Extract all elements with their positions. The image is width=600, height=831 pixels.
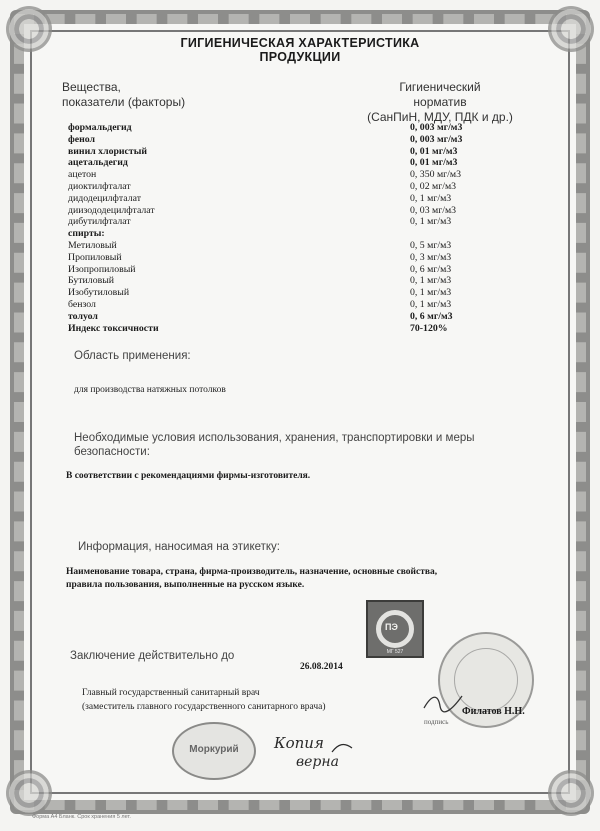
substance-name: толуол bbox=[68, 310, 98, 322]
form-footer: Форма А4 Бланк. Срок хранения 5 лет. bbox=[32, 814, 131, 820]
substance-norm: 0, 01 мг/м3 bbox=[410, 145, 458, 157]
substance-name: диизододецилфталат bbox=[68, 204, 155, 216]
certification-logo-caption: МГ 527 bbox=[386, 649, 404, 655]
application-label: Область применения: bbox=[74, 350, 191, 362]
handwritten-copy-note bbox=[268, 730, 358, 780]
label-info-text-2: правила пользования, выполненные на русском языке. bbox=[66, 580, 305, 590]
conditions-label-cont: безопасности: bbox=[74, 446, 150, 458]
substance-name: Бутиловый bbox=[68, 275, 115, 287]
substance-norm: 0, 1 мг/м3 bbox=[410, 298, 452, 310]
handwritten-note-line-1: Копия bbox=[274, 734, 324, 752]
header-right-line-1: Гигиенический bbox=[399, 80, 481, 94]
certification-logo bbox=[366, 600, 424, 658]
signer-name: Филатов Н.Н. bbox=[462, 706, 525, 717]
certification-logo-mark: ПЭ bbox=[385, 622, 398, 632]
table-row bbox=[68, 264, 488, 276]
substance-name: Пропиловый bbox=[68, 251, 122, 263]
substance-name: дидодецилфталат bbox=[68, 192, 141, 204]
substance-name: ацетальдегид bbox=[68, 157, 128, 169]
table-row bbox=[68, 205, 488, 217]
validity-label: Заключение действительно до bbox=[70, 650, 235, 662]
corner-ornament-bottom-left bbox=[6, 770, 52, 816]
toxicity-index-label: Индекс токсичности bbox=[68, 322, 159, 334]
substance-norm: 0, 02 мг/м3 bbox=[410, 180, 457, 192]
substance-norm: 0, 5 мг/м3 bbox=[410, 239, 452, 251]
substance-norm: 0, 1 мг/м3 bbox=[410, 192, 452, 204]
conditions-text: В соответствии с рекомендациями фирмы-изготовителя. bbox=[66, 471, 311, 481]
application-text: для производства натяжных потолков bbox=[74, 385, 226, 395]
table-row bbox=[68, 134, 488, 146]
substance-norm: 0, 1 мг/м3 bbox=[410, 287, 452, 299]
company-stamp bbox=[172, 722, 256, 780]
substance-norm: 0, 03 мг/м3 bbox=[410, 204, 457, 216]
signer-role-1: Главный государственный санитарный врач bbox=[82, 688, 260, 698]
substance-name: бензол bbox=[68, 298, 96, 310]
handwritten-flourish bbox=[332, 745, 352, 752]
substance-name: формальдегид bbox=[68, 122, 132, 133]
substance-name: Метиловый bbox=[68, 239, 117, 251]
signature-caption: подпись bbox=[424, 718, 449, 726]
substance-group-label: спирты: bbox=[68, 228, 105, 240]
header-right-line-2: норматив bbox=[413, 95, 467, 109]
substance-norm: 0, 6 мг/м3 bbox=[410, 310, 453, 322]
substance-norm: 0, 003 мг/м3 bbox=[410, 133, 463, 145]
column-header-norm bbox=[350, 80, 530, 125]
validity-date: 26.08.2014 bbox=[300, 662, 343, 672]
substance-norm: 0, 01 мг/м3 bbox=[410, 157, 458, 169]
header-right-line-3: (СанПиН, МДУ, ПДК и др.) bbox=[367, 110, 513, 124]
corner-ornament-bottom-right bbox=[548, 770, 594, 816]
table-row bbox=[68, 169, 488, 181]
table-row bbox=[68, 287, 488, 299]
conditions-label: Необходимые условия использования, хранения, транспортировки и меры bbox=[74, 432, 475, 444]
table-row bbox=[68, 311, 488, 323]
document-title: ГИГИЕНИЧЕСКАЯ ХАРАКТЕРИСТИКА ПРОДУКЦИИ bbox=[180, 36, 420, 64]
column-header-substances bbox=[62, 80, 185, 110]
substances-table bbox=[68, 122, 488, 334]
label-info-label: Информация, наносимая на этикетку: bbox=[78, 541, 280, 553]
table-row bbox=[68, 122, 488, 134]
substance-name: ацетон bbox=[68, 169, 97, 181]
table-row bbox=[68, 275, 488, 287]
substance-norm: 0, 1 мг/м3 bbox=[410, 216, 452, 228]
substance-norm: 0, 6 мг/м3 bbox=[410, 263, 452, 275]
table-row bbox=[68, 181, 488, 193]
substance-norm: 0, 1 мг/м3 bbox=[410, 275, 452, 287]
table-row bbox=[68, 146, 488, 158]
corner-ornament-top-right bbox=[548, 6, 594, 52]
substance-name: диоктилфталат bbox=[68, 180, 131, 192]
signature-mark bbox=[420, 690, 466, 714]
label-info-text-1: Наименование товара, страна, фирма-производитель, назначение, основные свойства, bbox=[66, 567, 438, 577]
signer-role-2: (заместитель главного государственного санитарного врача) bbox=[82, 702, 326, 712]
table-row bbox=[68, 157, 488, 169]
table-row bbox=[68, 323, 488, 335]
header-left-line-1: Вещества, bbox=[62, 80, 121, 94]
substance-norm: 0, 350 мг/м3 bbox=[410, 169, 461, 181]
company-stamp-text: Моркурий bbox=[189, 744, 239, 755]
toxicity-index-value: 70-120% bbox=[410, 322, 448, 334]
substance-name: Изобутиловый bbox=[68, 287, 130, 299]
handwritten-note-line-2: верна bbox=[296, 754, 339, 770]
substance-name: дибутилфталат bbox=[68, 216, 131, 228]
header-left-line-2: показатели (факторы) bbox=[62, 95, 186, 109]
substance-norm: 0, 3 мг/м3 bbox=[410, 251, 452, 263]
table-row bbox=[68, 193, 488, 205]
table-row bbox=[68, 228, 488, 240]
substance-name: фенол bbox=[68, 133, 96, 145]
substance-name: Изопропиловый bbox=[68, 263, 136, 275]
table-row bbox=[68, 240, 488, 252]
table-row bbox=[68, 252, 488, 264]
table-row bbox=[68, 299, 488, 311]
substance-norm: 0, 003 мг/м3 bbox=[410, 122, 463, 133]
corner-ornament-top-left bbox=[6, 6, 52, 52]
signature-stroke bbox=[424, 696, 462, 712]
substance-name: винил хлористый bbox=[68, 145, 148, 157]
table-row bbox=[68, 216, 488, 228]
